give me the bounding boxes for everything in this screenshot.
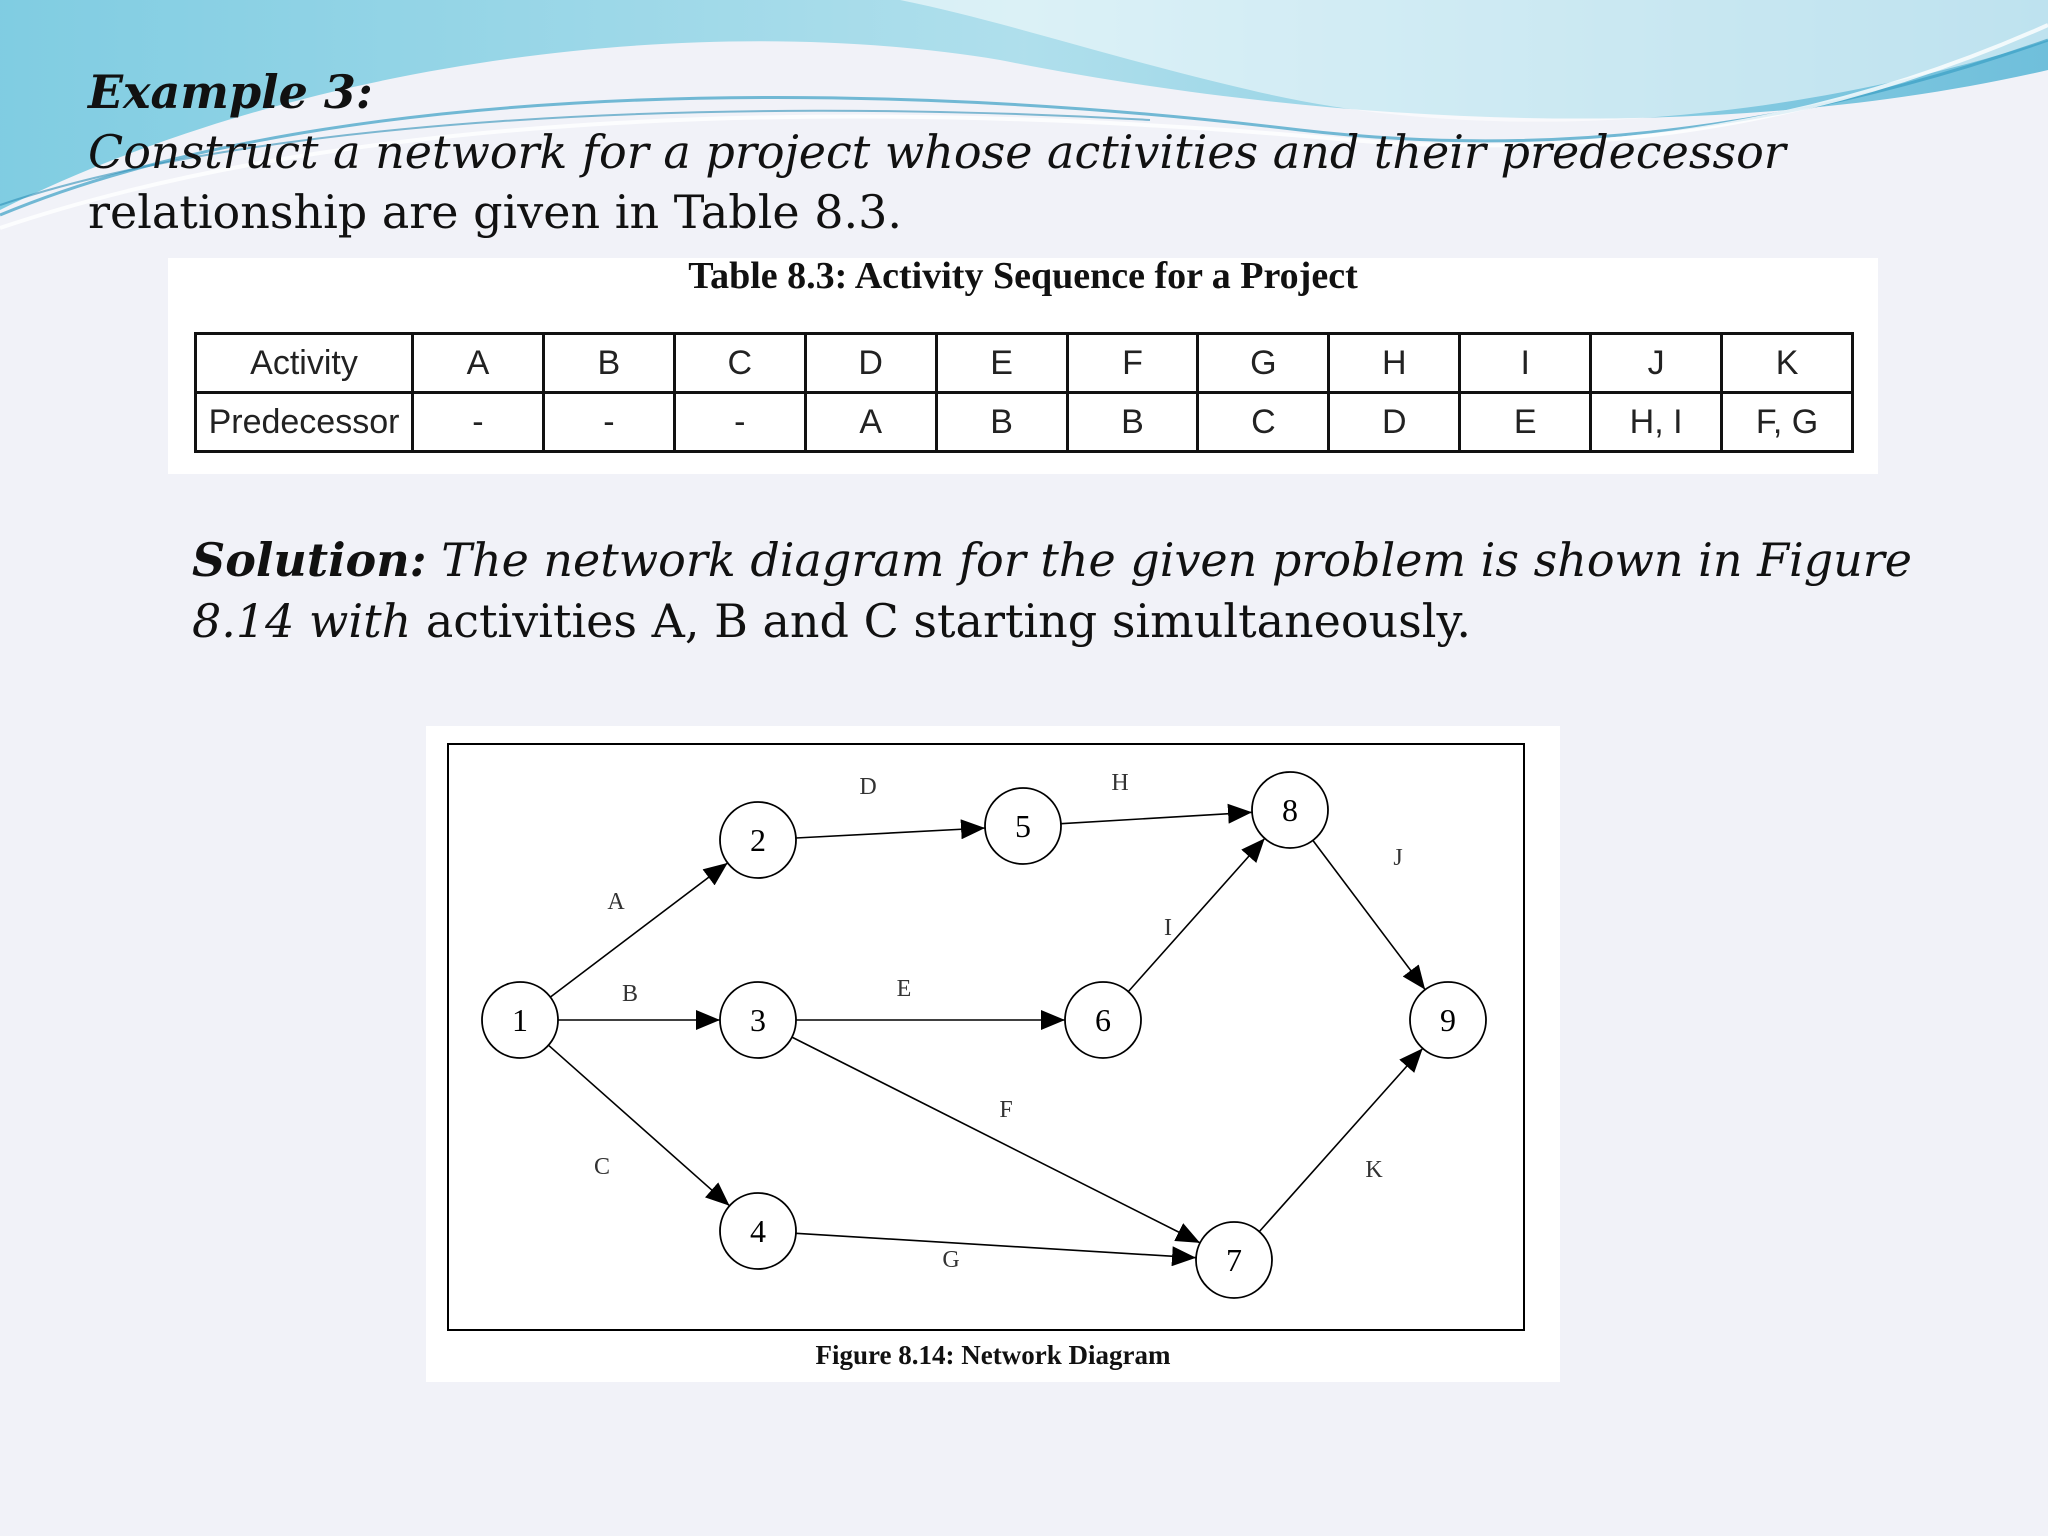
edge-label-j: J: [1393, 845, 1403, 871]
table-cell: K: [1722, 334, 1853, 393]
table-cell: E: [1460, 393, 1591, 452]
table-cell: E: [936, 334, 1067, 393]
node-label-6: 6: [1095, 1002, 1111, 1038]
table-cell: H: [1329, 334, 1460, 393]
table-cell: H, I: [1591, 393, 1722, 452]
node-label-2: 2: [750, 822, 766, 858]
network-diagram: [426, 726, 1560, 1382]
table-cell: C: [1198, 393, 1329, 452]
row-label: Activity: [196, 334, 413, 393]
edge-label-c: C: [593, 1154, 611, 1180]
table-cell: -: [674, 393, 805, 452]
edge-label-a: A: [607, 889, 625, 915]
node-label-5: 5: [1015, 808, 1031, 844]
table-cell: F, G: [1722, 393, 1853, 452]
node-label-7: 7: [1226, 1242, 1242, 1278]
solution-paragraph: [192, 530, 2012, 652]
node-label-9: 9: [1440, 1002, 1456, 1038]
table-cell: -: [543, 393, 674, 452]
activity-sequence-table: [194, 332, 1854, 453]
example-label: Example 3:: [88, 65, 373, 119]
edge-label-d: D: [859, 774, 877, 800]
figure-caption: Figure 8.14: Network Diagram: [815, 1340, 1171, 1370]
node-label-4: 4: [750, 1213, 766, 1249]
table-cell: D: [805, 334, 936, 393]
edge-label-b: B: [621, 981, 639, 1007]
edge-label-e: E: [896, 976, 912, 1002]
solution-italic-text: The network diagram for the given problem is shown in Figure 8.14 with: [192, 533, 1913, 648]
node-label-1: 1: [512, 1002, 528, 1038]
row-label: Predecessor: [196, 393, 413, 452]
edge-label-g: G: [942, 1247, 960, 1273]
table-cell: F: [1067, 334, 1198, 393]
table-cell: D: [1329, 393, 1460, 452]
table-cell: C: [674, 334, 805, 393]
table-cell: B: [543, 334, 674, 393]
node-label-3: 3: [750, 1002, 766, 1038]
table-cell: G: [1198, 334, 1329, 393]
table-cell: -: [413, 393, 544, 452]
solution-rest-text: activities A, B and C starting simultaneously.: [411, 594, 1472, 648]
edge-label-f: F: [999, 1097, 1013, 1123]
table-caption: Table 8.3: Activity Sequence for a Project: [688, 255, 1358, 297]
question-italic-text: Construct a network for a project whose activities and their predecessor: [88, 125, 1786, 179]
edge-label-h: H: [1111, 770, 1129, 796]
edge-label-k: K: [1365, 1157, 1383, 1183]
question-rest-text: relationship are given in Table 8.3.: [88, 185, 903, 239]
table-cell: I: [1460, 334, 1591, 393]
table-cell: A: [413, 334, 544, 393]
table-cell: A: [805, 393, 936, 452]
table-cell: J: [1591, 334, 1722, 393]
example-heading: [88, 62, 1988, 242]
table-cell: B: [1067, 393, 1198, 452]
solution-label: Solution:: [192, 533, 427, 587]
table-cell: B: [936, 393, 1067, 452]
table-row-predecessor: [196, 393, 1853, 452]
node-label-8: 8: [1282, 792, 1298, 828]
edge-label-i: I: [1164, 915, 1172, 941]
table-row-activity: [196, 334, 1853, 393]
